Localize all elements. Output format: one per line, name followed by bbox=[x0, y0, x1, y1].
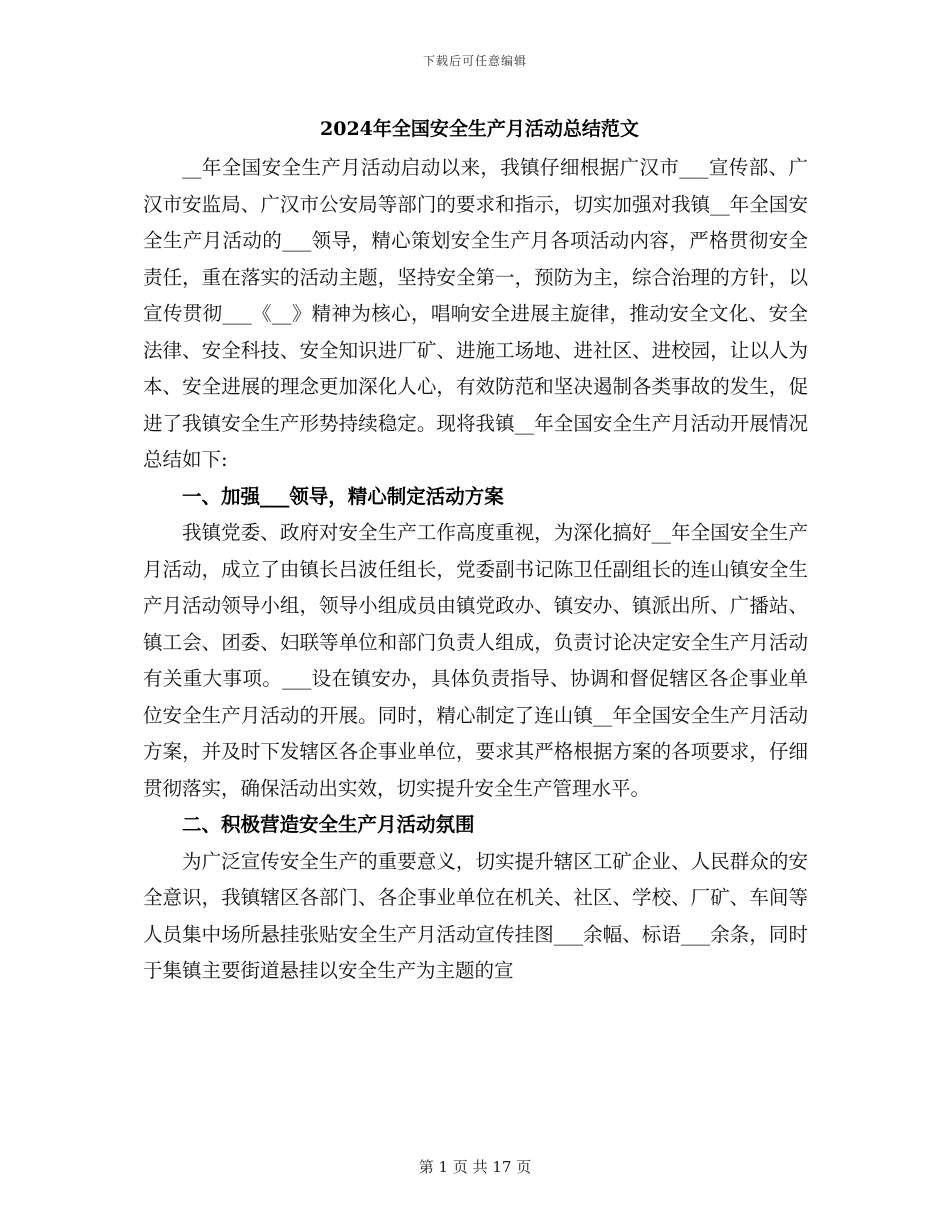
page-number-footer: 第 1 页 共 17 页 bbox=[418, 1158, 532, 1176]
intro-paragraph: __年全国安全生产月活动启动以来，我镇仔细根据广汉市___宣传部、广汉市安监局、广汉市公安局等部门的要求和指示，切实加强对我镇__年全国安全生产月活动的___领导，精心策划安全生产月各项活动内容，严格贯彻安全责任，重在落实的活动主题，坚持安全第一，预防为主，综合治理的方针，以宣传贯彻___《__》精神为核心，唱响安全进展主旋律，推动安全文化、安全法律、安全科技、安全知识进厂矿、进施工场地、进社区、进校园，让以人为本、安全进展的理念更加深化人心，有效防范和坚决遏制各类事故的发生，促进了我镇安全生产形势持续稳定。现将我镇__年全国安全生产月活动开展情况总结如下: bbox=[143, 156, 808, 471]
document-body bbox=[143, 150, 808, 990]
document-title: 2024年全国安全生产月活动总结范文 bbox=[320, 118, 639, 140]
section-1-paragraph: 我镇党委、政府对安全生产工作高度重视，为深化搞好__年全国安全生产月活动，成立了由镇长吕波任组长，党委副书记陈卫任副组长的连山镇安全生产月活动领导小组，领导小组成员由镇党政办、镇安办、镇派出所、广播站、镇工会、团委、妇联等单位和部门负责人组成，负责讨论决定安全生产月活动有关重大事项。___设在镇安办，具体负责指导、协调和督促辖区各企事业单位安全生产月活动的开展。同时，精心制定了连山镇__年全国安全生产月活动方案，并及时下发辖区各企事业单位，要求其严格根据方案的各项要求，仔细贯彻落实，确保活动出实效，切实提升安全生产管理水平。 bbox=[143, 521, 808, 800]
section-2-paragraph: 为广泛宣传安全生产的重要意义，切实提升辖区工矿企业、人民群众的安全意识，我镇辖区各部门、各企事业单位在机关、社区、学校、厂矿、车间等人员集中场所悬挂张贴安全生产月活动宣传挂图___余幅、标语___余条，同时于集镇主要街道悬挂以安全生产为主题的宣 bbox=[143, 849, 808, 982]
header-note: 下载后可任意编辑 bbox=[422, 54, 527, 68]
section-1-heading: 一、加强___领导，精心制定活动方案 bbox=[182, 484, 504, 508]
section-2-heading: 二、积极营造安全生产月活动氛围 bbox=[182, 813, 475, 836]
